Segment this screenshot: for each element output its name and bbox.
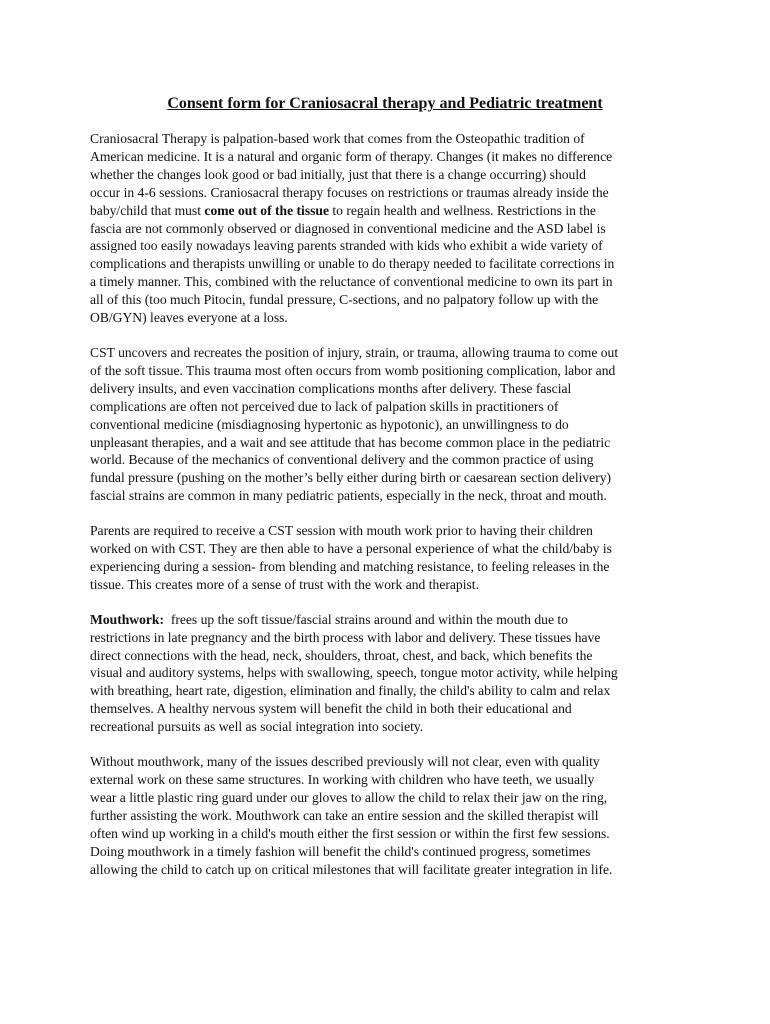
text-line: visual and auditory systems, helps with swallowing, speech, tongue motor activity, while helping (90, 665, 618, 681)
text-line: fascial strains are common in many pediatric patients, especially in the neck, throat and mouth. (90, 488, 607, 504)
paragraph-intro (90, 130, 680, 327)
paragraph-cst (90, 344, 680, 505)
text-line: complications are often not perceived due to lack of palpation skills in practitioners of (90, 398, 559, 414)
mouthwork-heading: Mouthwork: (90, 611, 165, 627)
text-line: restrictions in late pregnancy and the birth process with labor and delivery. These tissues have (90, 629, 601, 645)
text-line: fascia are not commonly observed or diagnosed in conventional medicine and the ASD label is (90, 220, 606, 236)
text-line: allowing the child to catch up on critical milestones that will facilitate greater integration in life. (90, 861, 613, 877)
paragraph-without-mouthwork (90, 753, 680, 878)
text-line: fundal pressure (pushing on the mother’s belly either during birth or caesarean section delivery) (90, 470, 612, 486)
text-line: often wind up working in a child's mouth either the first session or within the first few sessions. (90, 825, 610, 841)
document-title: Consent form for Craniosacral therapy and Pediatric treatment (167, 95, 603, 112)
text-line: recreational pursuits as well as social integration into society. (90, 719, 424, 735)
text-line: external work on these same structures. In working with children who have teeth, we usually (90, 772, 595, 787)
text-line: OB/GYN) leaves everyone at a loss. (90, 310, 288, 326)
text-segment: frees up the soft tissue/fascial strains around and within the mouth due to (164, 611, 568, 627)
text-line: all of this (too much Pitocin, fundal pressure, C-sections, and no palpatory follow up with the (90, 292, 599, 308)
text-segment: to regain health and wellness. Restrictions in the (329, 202, 596, 218)
text-line: CST uncovers and recreates the position of injury, strain, or trauma, allowing trauma to come out (90, 344, 619, 360)
text-line: Craniosacral Therapy is palpation-based work that comes from the Osteopathic tradition of (90, 131, 585, 146)
paragraph-parents (90, 522, 680, 594)
text-line: Without mouthwork, many of the issues described previously will not clear, even with quality (90, 754, 600, 770)
text-line: Doing mouthwork in a timely fashion will benefit the child's continued progress, sometimes (90, 843, 591, 859)
text-line: experiencing during a session- from blending and matching resistance, to feeling releases in the (90, 558, 610, 574)
text-line: Parents are required to receive a CST session with mouth work prior to having their children (90, 523, 593, 539)
text-line: with breathing, heart rate, digestion, elimination and finally, the child's ability to calm and relax (90, 683, 611, 699)
text-line: occur in 4-6 sessions. Craniosacral therapy focuses on restrictions or traumas already inside the (90, 184, 609, 200)
text-line: delivery insults, and even vaccination complications months after delivery. These fascial (90, 380, 572, 396)
text-line: American medicine. It is a natural and organic form of therapy. Changes (it makes no difference (90, 148, 613, 164)
text-line: conventional medicine (misdiagnosing hypertonic as hypotonic), an unwillingness to do (90, 416, 569, 432)
text-line: worked on with CST. They are then able to have a personal experience of what the child/baby is (90, 541, 612, 557)
bold-emphasis: come out of the tissue (204, 202, 329, 218)
document-page (90, 94, 680, 895)
text-line: further assisting the work. Mouthwork can take an entire session and the skilled therapist will (90, 807, 599, 823)
text-line: wear a little plastic ring guard under our gloves to allow the child to relax their jaw on the ring, (90, 789, 608, 805)
text-line: of the soft tissue. This trauma most often occurs from womb positioning complication, labor and (90, 362, 616, 378)
text-line: themselves. A healthy nervous system will benefit the child in both their educational and (90, 701, 572, 717)
text-line: tissue. This creates more of a sense of trust with the work and therapist. (90, 576, 479, 592)
paragraph-mouthwork (90, 611, 680, 736)
text-line: complications and therapists unwilling or unable to do therapy needed to facilitate corrections in (90, 256, 615, 272)
text-line: whether the changes look good or bad initially, just that there is a change occurring) should (90, 166, 586, 182)
text-line (90, 611, 680, 629)
text-line: direct connections with the head, neck, shoulders, throat, chest, and back, which benefits the (90, 647, 593, 663)
text-line: assigned too easily nowadays leaving parents stranded with kids who exhibit a wide variety of (90, 238, 603, 254)
text-line (90, 202, 680, 220)
text-segment: baby/child that must (90, 202, 205, 218)
text-line: unpleasant therapies, and a wait and see attitude that has become common place in the pediatric (90, 434, 611, 450)
text-line: a timely manner. This, combined with the reluctance of conventional medicine to own its part in (90, 274, 613, 290)
text-line: world. Because of the mechanics of conventional delivery and the common practice of using (90, 452, 594, 468)
